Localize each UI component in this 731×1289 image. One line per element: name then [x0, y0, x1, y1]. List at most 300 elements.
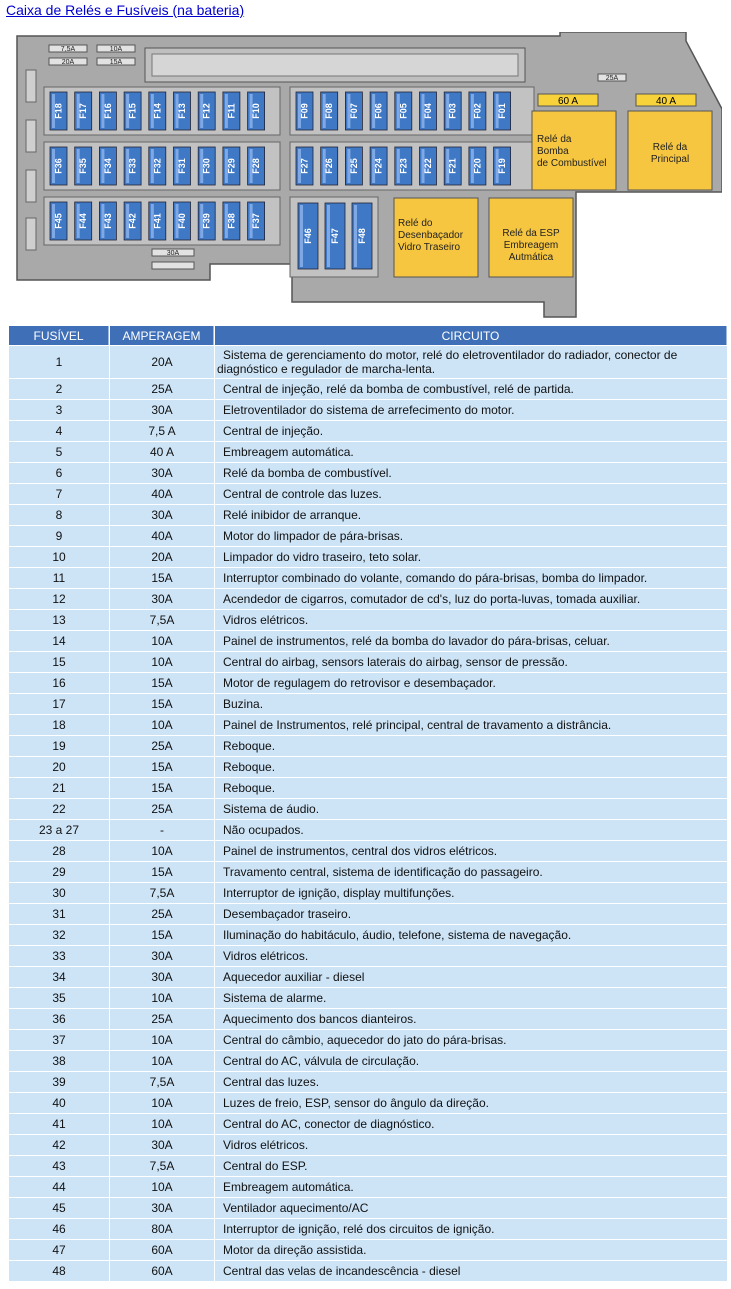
fuse-amperage: - — [110, 820, 214, 840]
fuse — [321, 147, 338, 185]
fuse-amperage: 60A — [110, 1261, 214, 1281]
fuse — [296, 92, 313, 130]
table-row — [9, 715, 727, 735]
fuse-amperage: 10A — [110, 1051, 214, 1071]
fuse — [345, 92, 362, 130]
fuse-label: F43 — [102, 213, 113, 229]
mini-fuse — [152, 249, 194, 257]
fuse-number: 15 — [9, 652, 109, 672]
fuse-amperage: 7,5 A — [110, 421, 214, 441]
table-row — [9, 1072, 727, 1092]
table-row — [9, 988, 727, 1008]
fuse-circuit: Embreagem automática. — [215, 442, 727, 462]
relay-fuel-pump — [532, 111, 616, 190]
table-row — [9, 400, 727, 420]
fuse-amperage: 60A — [110, 1240, 214, 1260]
fuse-amperage: 10A — [110, 1030, 214, 1050]
fuse-number: 1 — [9, 346, 109, 378]
mini-fuse — [97, 45, 135, 53]
fuse — [223, 92, 240, 130]
fuse-circuit: Sistema de gerenciamento do motor, relé do eletroventilador do radiador, conector de diagnóstico e regulador de marcha-lenta. — [215, 346, 727, 378]
fuse-label: F34 — [102, 158, 113, 174]
fuse-amperage: 30A — [110, 589, 214, 609]
fuse-label: F31 — [177, 158, 187, 174]
svg-text:10A: 10A — [109, 46, 123, 53]
svg-text:Principal: Principal — [650, 154, 690, 165]
fuse-amperage: 30A — [110, 967, 214, 987]
fuse-circuit: Reboque. — [215, 757, 727, 777]
table-row — [9, 673, 727, 693]
fuse-amperage: 80A — [110, 1219, 214, 1239]
table-row — [9, 1114, 727, 1134]
table-row — [9, 1009, 727, 1029]
fuse — [296, 147, 313, 185]
fuse-circuit: Sistema de alarme. — [215, 988, 727, 1008]
fuse-label: F06 — [373, 103, 384, 119]
fuse-circuit: Eletroventilador do sistema de arrefecimento do motor. — [215, 400, 727, 420]
fuse-box-diagram — [14, 32, 722, 320]
svg-text:25A: 25A — [605, 75, 619, 82]
fuse-label: F46 — [303, 228, 313, 244]
fuse — [75, 92, 92, 130]
fuse — [325, 203, 345, 269]
fuse — [99, 202, 116, 240]
fuse-label: F47 — [330, 228, 340, 244]
fuse-label: F17 — [78, 103, 89, 119]
fuse-circuit: Central das luzes. — [215, 1072, 727, 1092]
fuse-number: 45 — [9, 1198, 109, 1218]
fuse — [75, 147, 92, 185]
table-row — [9, 484, 727, 504]
fuse-circuit: Aquecimento dos bancos dianteiros. — [215, 1009, 727, 1029]
svg-text:Relé da: Relé da — [537, 134, 572, 145]
fuse — [352, 203, 372, 269]
fuse-amperage: 15A — [110, 862, 214, 882]
fuse-label: F39 — [201, 213, 212, 229]
fuse — [248, 202, 265, 240]
fuse — [248, 147, 265, 185]
fuse-circuit: Embreagem automática. — [215, 1177, 727, 1197]
fuse-number: 30 — [9, 883, 109, 903]
fuse-number: 35 — [9, 988, 109, 1008]
fuse-amperage: 7,5A — [110, 883, 214, 903]
fuse — [50, 92, 67, 130]
fuse-label: F05 — [398, 103, 409, 119]
fuse-label: F20 — [472, 158, 483, 174]
fuse-circuit: Central de controle das luzes. — [215, 484, 727, 504]
svg-text:40 A: 40 A — [655, 96, 677, 107]
table-row — [9, 421, 727, 441]
table-row — [9, 799, 727, 819]
fuse-label: F18 — [53, 103, 64, 119]
fuse — [75, 202, 92, 240]
fuse-circuit: Motor da direção assistida. — [215, 1240, 727, 1260]
fuse — [198, 202, 215, 240]
svg-text:Desenbaçador: Desenbaçador — [398, 230, 464, 241]
fuse-label: F11 — [226, 103, 237, 119]
fuse-circuit: Central do ESP. — [215, 1156, 727, 1176]
fuse-label: F14 — [152, 103, 163, 119]
fuse-label: F03 — [447, 103, 458, 119]
fuse-label: F12 — [201, 103, 212, 119]
fuse-label: F29 — [226, 158, 237, 174]
fuse-table-header-row — [9, 326, 727, 345]
fuse-label: F24 — [373, 158, 384, 174]
table-row — [9, 1198, 727, 1218]
svg-text:Relé do: Relé do — [398, 218, 433, 229]
fuse-label: F16 — [102, 103, 113, 119]
fuse-circuit: Relé da bomba de combustível. — [215, 463, 727, 483]
table-row — [9, 1240, 727, 1260]
fuse-amperage: 30A — [110, 1135, 214, 1155]
table-row — [9, 1177, 727, 1197]
svg-text:de Combustível: de Combustível — [537, 158, 607, 169]
fuse-amperage: 25A — [110, 379, 214, 399]
fuse — [50, 147, 67, 185]
fuse-amperage: 25A — [110, 799, 214, 819]
fuse-number: 28 — [9, 841, 109, 861]
fuse-amperage: 30A — [110, 505, 214, 525]
fuse-circuit: Central do airbag, sensors laterais do airbag, sensor de pressão. — [215, 652, 727, 672]
fuse-label: F01 — [497, 103, 508, 119]
fuse-circuit: Aquecedor auxiliar - diesel — [215, 967, 727, 987]
fuse-number: 17 — [9, 694, 109, 714]
fuse-circuit: Luzes de freio, ESP, sensor do ângulo da direção. — [215, 1093, 727, 1113]
svg-text:Vidro Traseiro: Vidro Traseiro — [398, 242, 461, 253]
fuse-label: F48 — [357, 228, 367, 244]
fuse-amperage: 10A — [110, 988, 214, 1008]
table-row — [9, 757, 727, 777]
fuse-label: F35 — [78, 158, 89, 174]
fuse-label: F07 — [348, 103, 359, 119]
fuse-column-header: FUSÍVEL — [9, 326, 109, 345]
fuse-amperage: 20A — [110, 547, 214, 567]
relay-rating-tag — [538, 94, 598, 107]
fuse — [124, 202, 141, 240]
fuse-number: 13 — [9, 610, 109, 630]
fuse-amperage: 15A — [110, 757, 214, 777]
fuse — [469, 147, 486, 185]
table-row — [9, 904, 727, 924]
fuse — [469, 92, 486, 130]
fuse — [198, 147, 215, 185]
fuse-number: 23 a 27 — [9, 820, 109, 840]
fuse-circuit: Buzina. — [215, 694, 727, 714]
fuse — [420, 92, 437, 130]
fuse — [345, 147, 362, 185]
fuse-number: 42 — [9, 1135, 109, 1155]
fuse-amperage: 10A — [110, 652, 214, 672]
fuse-circuit: Motor do limpador de pára-brisas. — [215, 526, 727, 546]
svg-text:7,5A: 7,5A — [60, 46, 76, 53]
fuse-label: F02 — [472, 103, 483, 119]
table-row — [9, 379, 727, 399]
fuse — [444, 92, 461, 130]
fuse — [174, 92, 191, 130]
mini-fuse — [49, 45, 87, 53]
svg-text:Relé da: Relé da — [652, 142, 688, 153]
relay-rear-defroster — [394, 198, 478, 277]
fuse-label: F45 — [53, 213, 64, 229]
fuse-number: 8 — [9, 505, 109, 525]
fuse-number: 47 — [9, 1240, 109, 1260]
fuse-circuit: Central de injeção. — [215, 421, 727, 441]
fuse-amperage: 10A — [110, 631, 214, 651]
fuse-amperage: 10A — [110, 841, 214, 861]
fuse-number: 5 — [9, 442, 109, 462]
fuse-amperage: 30A — [110, 946, 214, 966]
table-row — [9, 505, 727, 525]
fuse-number: 46 — [9, 1219, 109, 1239]
fuse-number: 34 — [9, 967, 109, 987]
fuse-number: 21 — [9, 778, 109, 798]
fuse-amperage: 7,5A — [110, 1072, 214, 1092]
fuse-number: 37 — [9, 1030, 109, 1050]
circuit-column-header: CIRCUITO — [215, 326, 727, 345]
table-row — [9, 547, 727, 567]
fuse — [370, 147, 387, 185]
table-row — [9, 1261, 727, 1281]
fuse-label: F32 — [152, 158, 163, 174]
fuse — [395, 147, 412, 185]
fuse-circuit: Central do câmbio, aquecedor do jato do pára-brisas. — [215, 1030, 727, 1050]
table-row — [9, 967, 727, 987]
fuse-amperage: 7,5A — [110, 610, 214, 630]
table-row — [9, 736, 727, 756]
fuse-number: 14 — [9, 631, 109, 651]
fuse-number: 9 — [9, 526, 109, 546]
side-tab — [26, 218, 36, 250]
fuse-label: F36 — [53, 158, 64, 174]
table-row — [9, 925, 727, 945]
side-tab — [26, 170, 36, 202]
mini-fuse — [97, 58, 135, 66]
side-tab — [26, 70, 36, 102]
fuse-label: F15 — [127, 103, 138, 119]
table-row — [9, 820, 727, 840]
table-row — [9, 631, 727, 651]
fuse-number: 18 — [9, 715, 109, 735]
fuse-number: 6 — [9, 463, 109, 483]
table-row — [9, 1219, 727, 1239]
fuse-number: 2 — [9, 379, 109, 399]
fuse-amperage: 15A — [110, 568, 214, 588]
svg-text:Bomba: Bomba — [537, 146, 569, 157]
fuse — [370, 92, 387, 130]
fuse-amperage: 30A — [110, 1198, 214, 1218]
fuse-amperage: 7,5A — [110, 1156, 214, 1176]
fuse-circuit: Motor de regulagem do retrovisor e desembaçador. — [215, 673, 727, 693]
fuse-circuit: Iluminação do habitáculo, áudio, telefone, sistema de navegação. — [215, 925, 727, 945]
table-row — [9, 463, 727, 483]
fuse-circuit: Acendedor de cigarros, comutador de cd's, luz do porta-luvas, tomada auxiliar. — [215, 589, 727, 609]
fuse-number: 7 — [9, 484, 109, 504]
fuse-amperage: 40 A — [110, 442, 214, 462]
fuse-label: F28 — [251, 158, 262, 174]
fuse-label: F38 — [226, 213, 237, 229]
amperage-column-header: AMPERAGEM — [110, 326, 214, 345]
fuse-amperage: 30A — [110, 463, 214, 483]
fuse-amperage: 15A — [110, 673, 214, 693]
fuse — [223, 202, 240, 240]
fuse — [149, 147, 166, 185]
table-row — [9, 610, 727, 630]
fuse-number: 43 — [9, 1156, 109, 1176]
fuse-amperage: 15A — [110, 925, 214, 945]
fuse-number: 41 — [9, 1114, 109, 1134]
fuse-label: F22 — [423, 158, 433, 174]
fuse-circuit: Central de injeção, relé da bomba de combustível, relé de partida. — [215, 379, 727, 399]
fuse-label: F33 — [127, 158, 138, 174]
fuse-amperage: 25A — [110, 904, 214, 924]
fuse-number: 32 — [9, 925, 109, 945]
fuse-number: 11 — [9, 568, 109, 588]
table-row — [9, 694, 727, 714]
fuse-label: F23 — [398, 158, 409, 174]
fuse-table — [8, 325, 728, 1282]
fuse — [444, 147, 461, 185]
table-row — [9, 841, 727, 861]
table-row — [9, 589, 727, 609]
svg-text:Embreagem: Embreagem — [503, 240, 559, 251]
fuse-label: F40 — [177, 213, 187, 229]
fuse-amperage: 10A — [110, 1177, 214, 1197]
fuse-label: F42 — [127, 213, 138, 229]
table-row — [9, 652, 727, 672]
relay-main — [628, 111, 712, 190]
fuse-amperage: 30A — [110, 400, 214, 420]
table-row — [9, 883, 727, 903]
fuse-circuit: Interruptor combinado do volante, comando do pára-brisas, bomba do limpador. — [215, 568, 727, 588]
fuse-amperage: 15A — [110, 694, 214, 714]
fuse-circuit: Sistema de áudio. — [215, 799, 727, 819]
fuse-circuit: Desembaçador traseiro. — [215, 904, 727, 924]
fuse-amperage: 40A — [110, 484, 214, 504]
svg-text:15A: 15A — [109, 59, 123, 66]
fuse-number: 40 — [9, 1093, 109, 1113]
svg-text:Relé da ESP: Relé da ESP — [502, 228, 560, 239]
fuse-circuit: Painel de Instrumentos, relé principal, central de travamento a distrância. — [215, 715, 727, 735]
table-row — [9, 1030, 727, 1050]
svg-text:60 A: 60 A — [557, 96, 579, 107]
fuse-circuit: Não ocupados. — [215, 820, 727, 840]
fuse-number: 10 — [9, 547, 109, 567]
table-row — [9, 442, 727, 462]
fuse-amperage: 25A — [110, 736, 214, 756]
fuse-label: F10 — [251, 103, 262, 119]
fuse-number: 4 — [9, 421, 109, 441]
fuse-circuit: Reboque. — [215, 778, 727, 798]
fuse-circuit: Interruptor de ignição, display multifunções. — [215, 883, 727, 903]
table-row — [9, 778, 727, 798]
table-row — [9, 946, 727, 966]
fuse — [494, 92, 511, 130]
fuse-label: F08 — [324, 103, 335, 119]
page-title-link[interactable]: Caixa de Relés e Fusíveis (na bateria) — [6, 2, 245, 18]
side-tab — [26, 120, 36, 152]
fuse-number: 16 — [9, 673, 109, 693]
fuse-number: 29 — [9, 862, 109, 882]
fuse-table-body — [9, 346, 727, 1281]
fuse-circuit: Vidros elétricos. — [215, 1135, 727, 1155]
fuse — [298, 203, 318, 269]
fuse-amperage: 10A — [110, 1114, 214, 1134]
fuse — [223, 147, 240, 185]
fuse — [321, 92, 338, 130]
fuse — [149, 202, 166, 240]
table-row — [9, 346, 727, 378]
fuse-number: 39 — [9, 1072, 109, 1092]
fuse — [395, 92, 412, 130]
fuse-number: 33 — [9, 946, 109, 966]
fuse-amperage: 10A — [110, 715, 214, 735]
fuse-label: F04 — [423, 103, 433, 119]
fuse-circuit: Vidros elétricos. — [215, 610, 727, 630]
fuse-label: F30 — [201, 158, 212, 174]
fuse-circuit: Central do AC, válvula de circulação. — [215, 1051, 727, 1071]
fuse — [149, 92, 166, 130]
relay-rating-tag — [636, 94, 696, 107]
fuse — [99, 92, 116, 130]
fuse-amperage: 25A — [110, 1009, 214, 1029]
relay-esp — [489, 198, 573, 277]
mini-fuse — [598, 74, 626, 82]
fuse — [124, 147, 141, 185]
fuse-circuit: Ventilador aquecimento/AC — [215, 1198, 727, 1218]
fuse-label: F25 — [348, 158, 359, 174]
fuse-number: 36 — [9, 1009, 109, 1029]
fuse-number: 20 — [9, 757, 109, 777]
fuse-label: F26 — [324, 158, 335, 174]
table-row — [9, 862, 727, 882]
fuse-circuit: Relé inibidor de arranque. — [215, 505, 727, 525]
fuse-label: F27 — [299, 158, 310, 174]
table-row — [9, 1156, 727, 1176]
fuse-circuit: Painel de instrumentos, central dos vidros elétricos. — [215, 841, 727, 861]
fuse — [124, 92, 141, 130]
fuse-number: 12 — [9, 589, 109, 609]
fuse-label: F13 — [177, 103, 187, 119]
fuse-label: F09 — [299, 103, 310, 119]
fuse-circuit: Limpador do vidro traseiro, teto solar. — [215, 547, 727, 567]
fuse-amperage: 40A — [110, 526, 214, 546]
fuse — [174, 202, 191, 240]
table-row — [9, 1135, 727, 1155]
fuse-circuit: Vidros elétricos. — [215, 946, 727, 966]
svg-text:Autmática: Autmática — [508, 252, 554, 263]
fuse — [198, 92, 215, 130]
fuse-amperage: 20A — [110, 346, 214, 378]
fuse — [494, 147, 511, 185]
fuse-number: 48 — [9, 1261, 109, 1281]
svg-text:30A: 30A — [166, 250, 180, 257]
fuse — [248, 92, 265, 130]
fuse-number: 22 — [9, 799, 109, 819]
table-row — [9, 1093, 727, 1113]
table-row — [9, 1051, 727, 1071]
fuse-circuit: Travamento central, sistema de identificação do passageiro. — [215, 862, 727, 882]
fuse-number: 19 — [9, 736, 109, 756]
fuse-number: 38 — [9, 1051, 109, 1071]
fuse-number: 31 — [9, 904, 109, 924]
fuse-label: F19 — [497, 158, 508, 174]
fuse-circuit: Interruptor de ignição, relé dos circuitos de ignição. — [215, 1219, 727, 1239]
mini-fuse — [49, 58, 87, 66]
fuse — [174, 147, 191, 185]
fuse-label: F37 — [251, 213, 262, 229]
fuse — [420, 147, 437, 185]
table-row — [9, 526, 727, 546]
